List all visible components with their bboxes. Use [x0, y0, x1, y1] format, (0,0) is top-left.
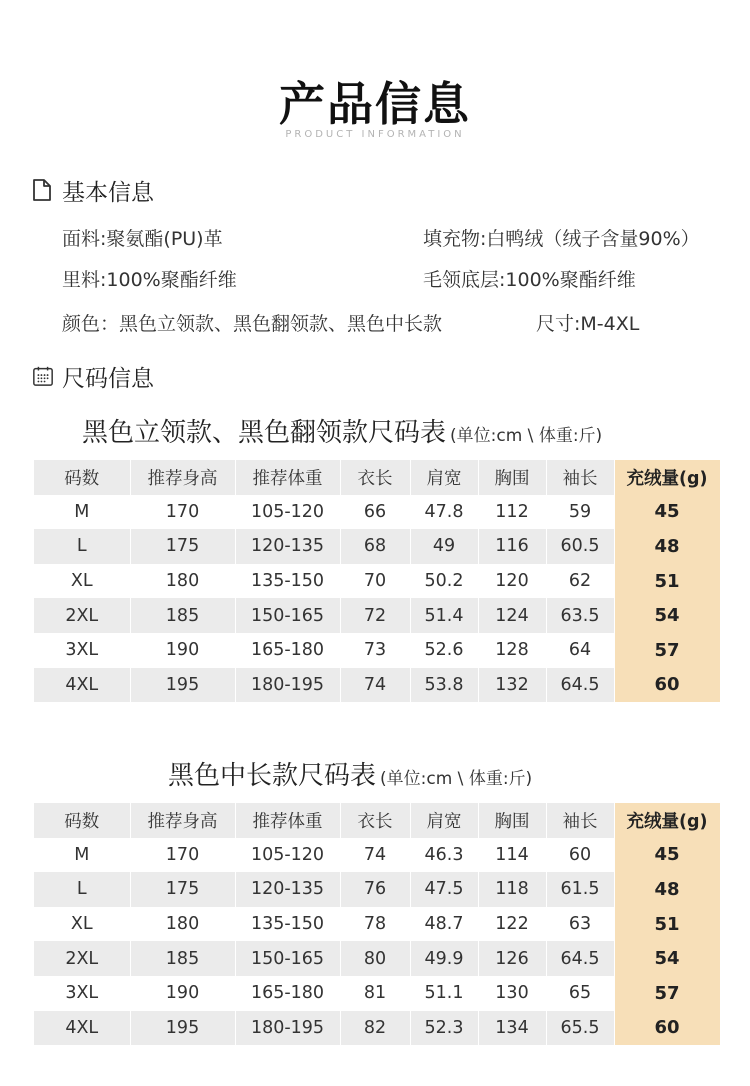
lining-info: 里料:100%聚酯纤维: [62, 269, 237, 291]
table-cell: 150-165: [235, 598, 340, 633]
table-cell: 45: [614, 838, 720, 873]
sizes-info: 尺寸:M-4XL: [536, 313, 640, 335]
filling-info: 填充物:白鸭绒（绒子含量90%）: [423, 228, 700, 250]
column-header: 袖长: [546, 803, 614, 838]
table-cell: 57: [614, 633, 720, 668]
table-cell: 124: [478, 598, 546, 633]
table-cell: 68: [340, 529, 410, 564]
table-cell: 116: [478, 529, 546, 564]
table-row: [34, 976, 720, 1011]
document-icon: [32, 178, 54, 202]
table-cell: 185: [130, 941, 235, 976]
table-cell: 122: [478, 907, 546, 942]
table-cell: 45: [614, 495, 720, 530]
page-title: 产品信息: [279, 77, 471, 131]
table-cell: 73: [340, 633, 410, 668]
table-cell: 60: [546, 838, 614, 873]
column-header: 衣长: [340, 803, 410, 838]
table-cell: 132: [478, 668, 546, 703]
column-header: 充绒量(g): [614, 803, 720, 838]
table-cell: 63: [546, 907, 614, 942]
table-cell: 47.8: [410, 495, 478, 530]
column-header: 推荐体重: [235, 803, 340, 838]
table-row: [34, 838, 720, 873]
table-cell: 185: [130, 598, 235, 633]
table-cell: 60: [614, 1011, 720, 1046]
colors-info: 颜色：黑色立领款、黑色翻领款、黑色中长款: [62, 313, 443, 335]
column-header: 袖长: [546, 460, 614, 495]
table-cell: 126: [478, 941, 546, 976]
table-cell: 49.9: [410, 941, 478, 976]
table-cell: 62: [546, 564, 614, 599]
table-cell: 135-150: [235, 907, 340, 942]
table-cell: 4XL: [34, 1011, 130, 1046]
size-table-1: [34, 460, 721, 702]
size-info-heading: 尺码信息: [62, 365, 154, 392]
table-cell: 49: [410, 529, 478, 564]
table-cell: 54: [614, 941, 720, 976]
table-cell: 66: [340, 495, 410, 530]
table-cell: 47.5: [410, 872, 478, 907]
table-cell: 190: [130, 976, 235, 1011]
table-cell: 190: [130, 633, 235, 668]
table-cell: 74: [340, 838, 410, 873]
table-cell: 57: [614, 976, 720, 1011]
table1-unit: (单位:cm \ 体重:斤): [450, 426, 603, 446]
table-cell: 180: [130, 564, 235, 599]
table-cell: 150-165: [235, 941, 340, 976]
calendar-icon: [32, 364, 54, 388]
table-cell: 3XL: [34, 976, 130, 1011]
table-cell: 48.7: [410, 907, 478, 942]
table-row: [34, 941, 720, 976]
column-header: 充绒量(g): [614, 460, 720, 495]
table-cell: 120-135: [235, 529, 340, 564]
table-cell: 180-195: [235, 668, 340, 703]
fabric-info: 面料:聚氨酯(PU)革: [62, 228, 223, 250]
table-cell: 175: [130, 529, 235, 564]
table-cell: 52.6: [410, 633, 478, 668]
basic-info-header: [32, 174, 154, 206]
table-row: [34, 633, 720, 668]
column-header: 推荐身高: [130, 803, 235, 838]
column-header: 胸围: [478, 803, 546, 838]
table-cell: 51: [614, 907, 720, 942]
table-cell: 2XL: [34, 941, 130, 976]
table-cell: 48: [614, 872, 720, 907]
table1-title: [82, 412, 602, 449]
table-cell: 82: [340, 1011, 410, 1046]
table-cell: 135-150: [235, 564, 340, 599]
column-header: 码数: [34, 460, 130, 495]
table-cell: 130: [478, 976, 546, 1011]
column-header: 推荐身高: [130, 460, 235, 495]
table-cell: 170: [130, 838, 235, 873]
table-row: [34, 564, 720, 599]
table-header-row: [34, 803, 720, 838]
column-header: 衣长: [340, 460, 410, 495]
table-cell: 72: [340, 598, 410, 633]
table-cell: 170: [130, 495, 235, 530]
table-cell: 3XL: [34, 633, 130, 668]
table-cell: 76: [340, 872, 410, 907]
table-cell: 78: [340, 907, 410, 942]
table-cell: 61.5: [546, 872, 614, 907]
table-cell: 118: [478, 872, 546, 907]
table-row: [34, 907, 720, 942]
table-row: [34, 495, 720, 530]
table-cell: 60: [614, 668, 720, 703]
table-cell: 60.5: [546, 529, 614, 564]
table-row: [34, 1011, 720, 1046]
table-cell: 128: [478, 633, 546, 668]
size-info-header: [32, 360, 154, 392]
table-row: [34, 529, 720, 564]
table-cell: 64.5: [546, 668, 614, 703]
table-row: [34, 668, 720, 703]
table-cell: 105-120: [235, 495, 340, 530]
table-cell: 53.8: [410, 668, 478, 703]
table-cell: 165-180: [235, 976, 340, 1011]
table-cell: 105-120: [235, 838, 340, 873]
table-cell: 74: [340, 668, 410, 703]
table-cell: 59: [546, 495, 614, 530]
table-cell: 51: [614, 564, 720, 599]
table-cell: 48: [614, 529, 720, 564]
table-cell: 63.5: [546, 598, 614, 633]
table-cell: XL: [34, 907, 130, 942]
table-cell: 114: [478, 838, 546, 873]
table2-unit: (单位:cm \ 体重:斤): [380, 769, 533, 789]
table-cell: 120: [478, 564, 546, 599]
table-cell: M: [34, 495, 130, 530]
table-cell: 64.5: [546, 941, 614, 976]
table-row: [34, 598, 720, 633]
table-cell: 50.2: [410, 564, 478, 599]
column-header: 胸围: [478, 460, 546, 495]
table-cell: 112: [478, 495, 546, 530]
basic-info-heading: 基本信息: [62, 179, 154, 206]
table-cell: L: [34, 872, 130, 907]
table-cell: M: [34, 838, 130, 873]
table-row: [34, 872, 720, 907]
column-header: 码数: [34, 803, 130, 838]
page-subtitle: PRODUCT INFORMATION: [285, 129, 465, 140]
column-header: 推荐体重: [235, 460, 340, 495]
table-cell: 46.3: [410, 838, 478, 873]
table-cell: L: [34, 529, 130, 564]
table-cell: 120-135: [235, 872, 340, 907]
table-header-row: [34, 460, 720, 495]
table-cell: 81: [340, 976, 410, 1011]
table2-title-text: 黑色中长款尺码表: [168, 761, 377, 791]
table1-title-text: 黑色立领款、黑色翻领款尺码表: [82, 418, 447, 448]
table-cell: 2XL: [34, 598, 130, 633]
table-cell: 51.4: [410, 598, 478, 633]
table-cell: 80: [340, 941, 410, 976]
table-cell: 180: [130, 907, 235, 942]
collar-base-info: 毛领底层:100%聚酯纤维: [423, 269, 636, 291]
table-cell: 180-195: [235, 1011, 340, 1046]
table-cell: 51.1: [410, 976, 478, 1011]
table-cell: 65.5: [546, 1011, 614, 1046]
table-cell: 64: [546, 633, 614, 668]
table-cell: 165-180: [235, 633, 340, 668]
size-table-2: [34, 803, 721, 1045]
table-cell: 70: [340, 564, 410, 599]
table-cell: 52.3: [410, 1011, 478, 1046]
table-cell: 195: [130, 1011, 235, 1046]
table-cell: 195: [130, 668, 235, 703]
table-cell: 65: [546, 976, 614, 1011]
table-cell: 175: [130, 872, 235, 907]
table-cell: XL: [34, 564, 130, 599]
column-header: 肩宽: [410, 803, 478, 838]
table-cell: 4XL: [34, 668, 130, 703]
column-header: 肩宽: [410, 460, 478, 495]
table-cell: 54: [614, 598, 720, 633]
table-cell: 134: [478, 1011, 546, 1046]
table2-title: [168, 755, 532, 792]
